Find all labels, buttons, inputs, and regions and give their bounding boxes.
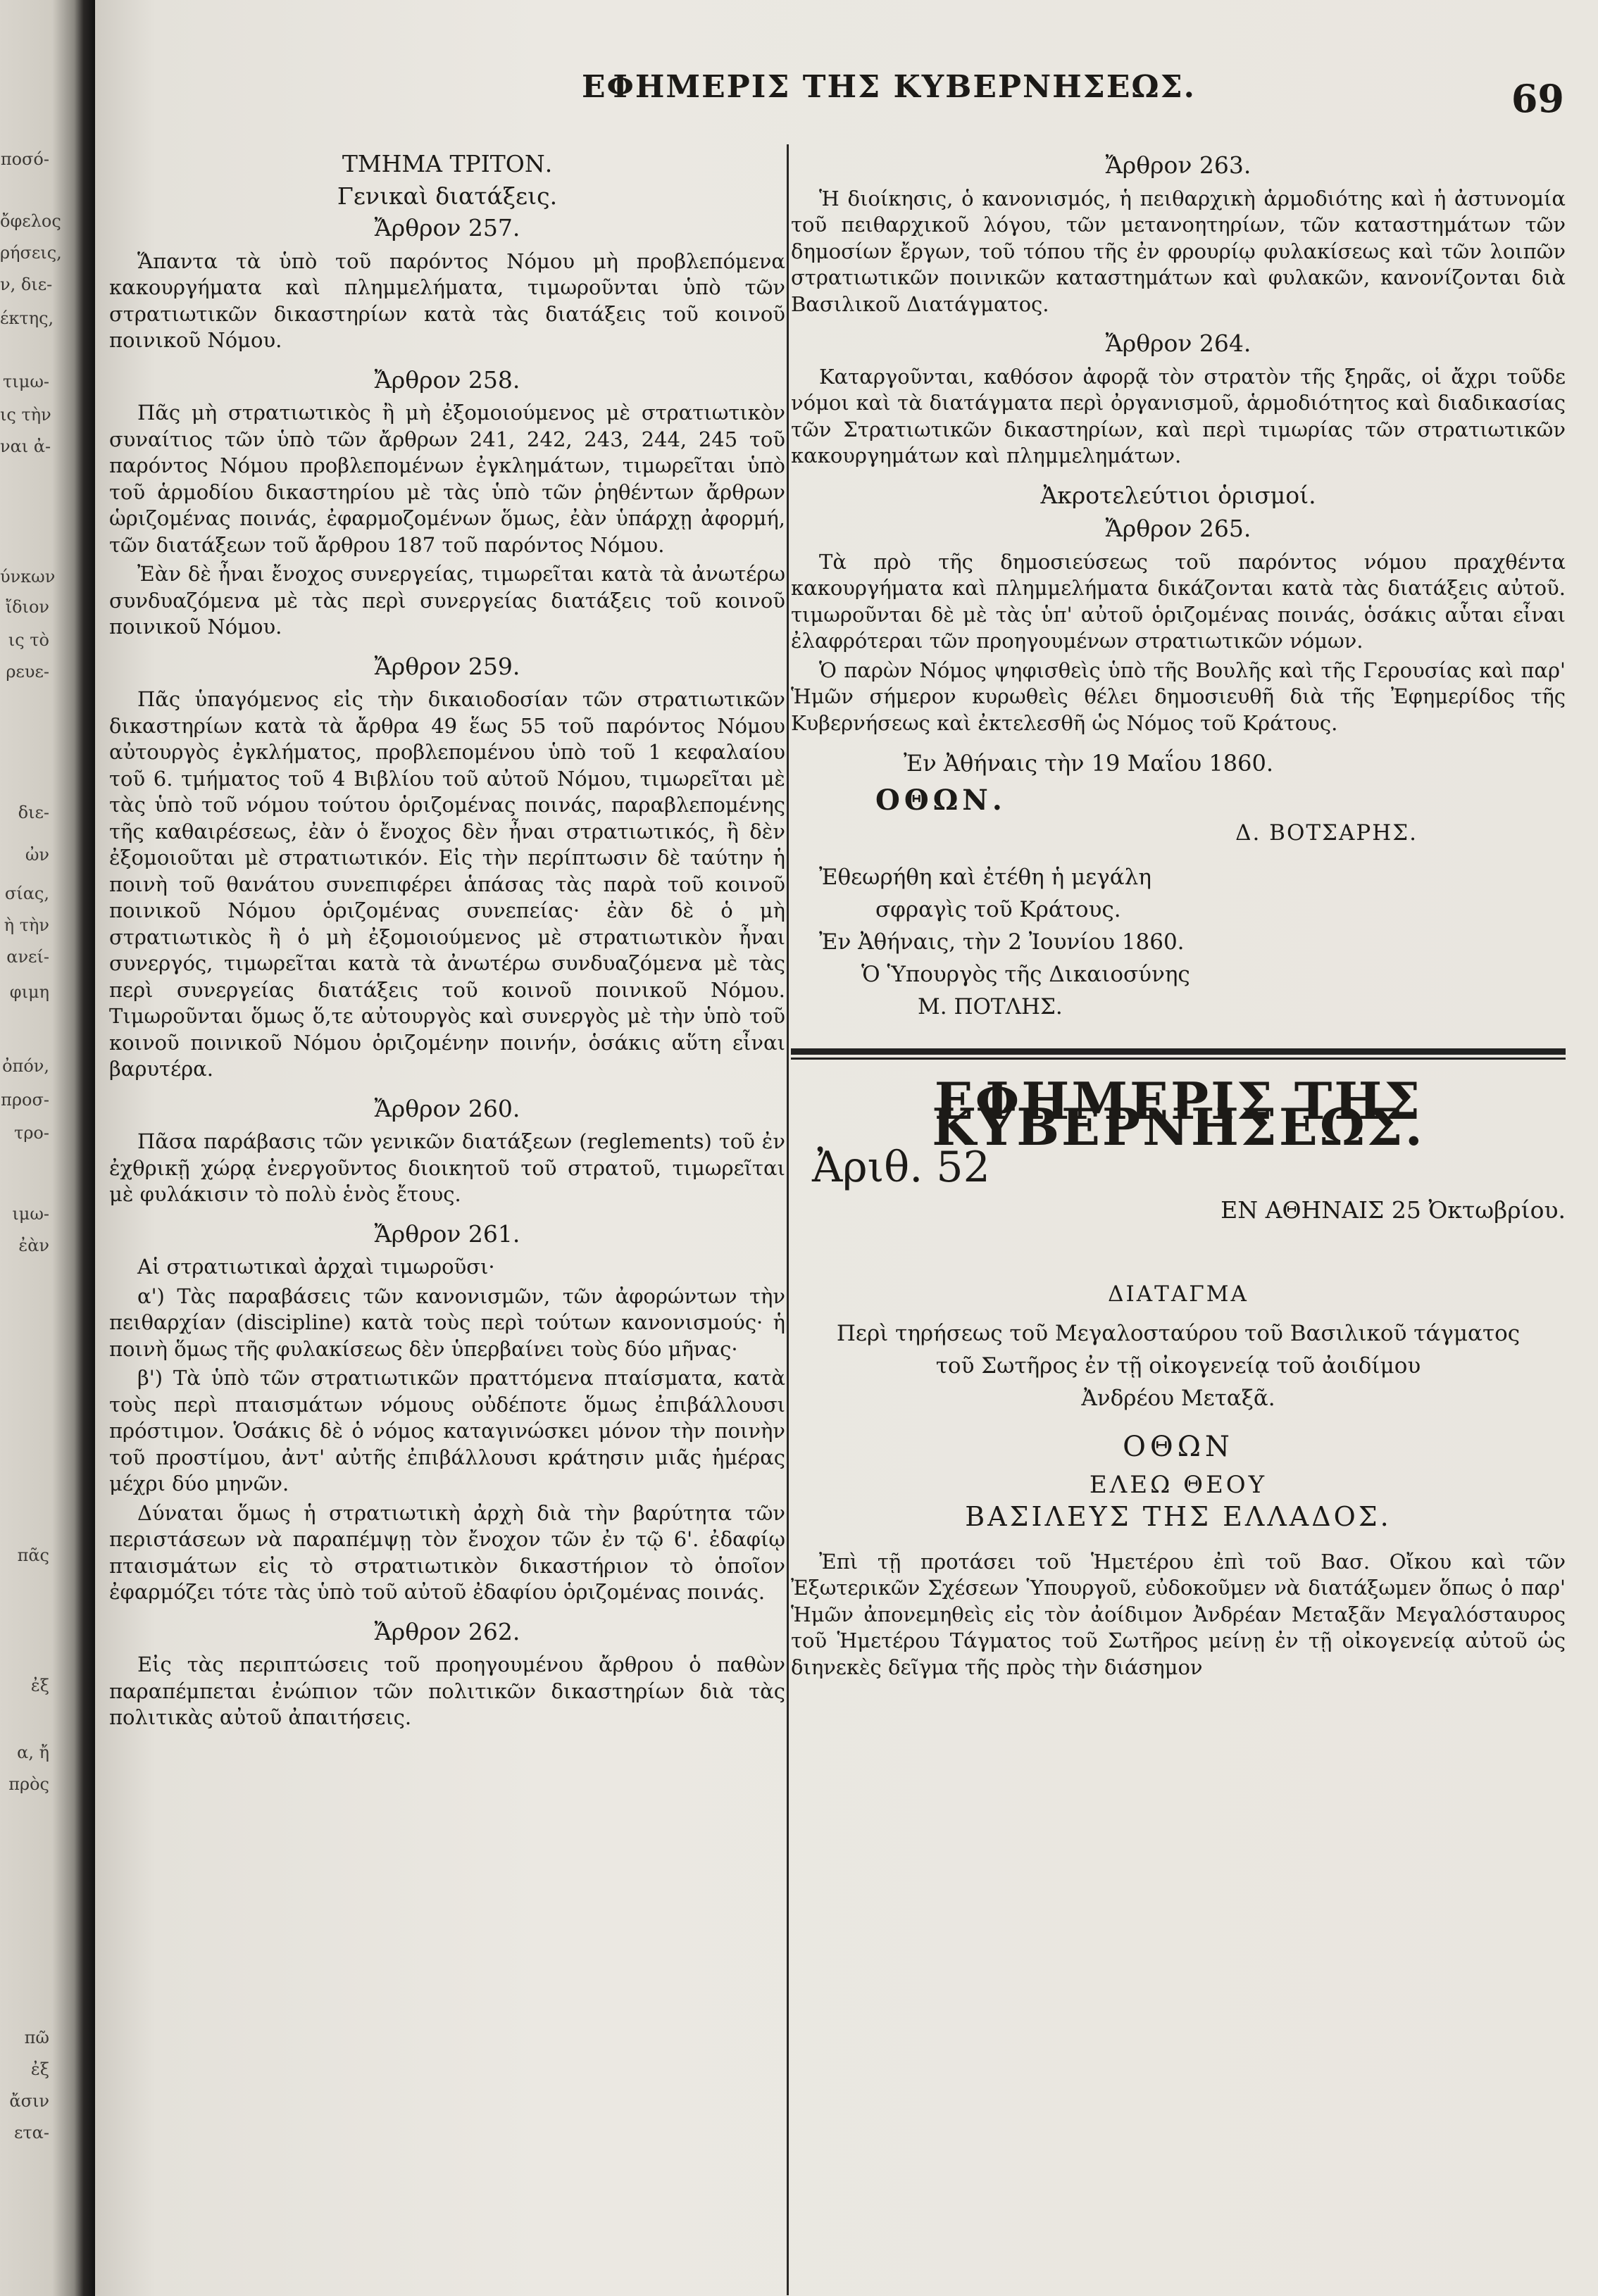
gutter-fragment: ανεί- (6, 947, 49, 967)
article-259-text: Πᾶς ὑπαγόμενος εἰς τὴν δικαιοδοσίαν τῶν στρατιωτικῶν δικαστηρίων κατὰ τὰ ἄρθρα 49 ἕως 55 τοῦ παρόντος Νόμου αὐτουργὸς ἐγκλήματος, προβλεπομένου ὑπὸ τοῦ 1 κεφαλαίου τοῦ 6. τμήματος τοῦ 4 Βιβλίου τοῦ αὐτοῦ Νόμου, τιμωρεῖται μὲ τὰς ὑπὸ τοῦ νόμου τούτου ὁριζομένας ποινάς, παραβλεπομένης τῆς καθαιρέσεως, ἐὰν ὁ ἔνοχος δὲν ἦναι στρατιωτικός, ἢ δὲν ἐξομοιοῦται μὲ στρατιωτικόν. Εἰς τὴν περίπτωσιν δὲ ταύτην ἡ ποινὴ τοῦ θανάτου συνεπιφέρει ἁπάσας τὰς παρὰ τοῦ κοινοῦ ποινικοῦ Νόμου ὁριζομένας συνεπείας· ἐὰν δὲ ὁ μὴ στρατιωτικὸς ἢ ὁ μὴ ἐξομοιούμενος μὲ στρατιωτικὸν ἦναι συνεργός, τιμωρεῖται κατὰ τὰ ἀνωτέρω συνδυαζόμενα μὲ τὰς περὶ συνεργείας διατάξεις τοῦ κοινοῦ ποινικοῦ Νόμου. Τιμωροῦνται ὅμως ὅ,τε αὐτουργὸς καὶ συνεργὸς μὲ τὴν ὑπὸ τοῦ κοινοῦ ποινικοῦ Νόμου ὁριζομένην ποινήν, ὁσάκις αὕτη εἶναι βαρυτέρα. (109, 687, 785, 1081)
gutter-fragment: ιμω- (12, 1204, 49, 1224)
gutter-fragment: ρευε- (6, 662, 49, 682)
article-257-title: Ἄρθρον 257. (374, 214, 520, 241)
gutter-fragment: ις τὴν (0, 405, 51, 425)
article-265-text: Τὰ πρὸ τῆς δημοσιεύσεως τοῦ παρόντος νόμου πραχθέντα κακουργήματα καὶ πλημμελήματα δικάζονται κατὰ τὰς διατάξεις αὐτοῦ. τιμωροῦνται δὲ μὲ τὰς ὑπ' αὐτοῦ ὁριζομένας ποινάς, ὁσάκις αὗται εἶναι ἐλαφρότεραι τῶν προηγουμένων στρατιωτικῶν νόμων. (791, 549, 1566, 653)
gutter-fragment: ὠν (25, 845, 49, 865)
enactment-date: Ἐν Ἀθήναις τὴν 19 Μαΐου 1860. (904, 750, 1273, 777)
gutter-fragment: ὄφελος (0, 211, 61, 231)
section-rule (791, 1048, 1566, 1055)
page-number: 69 (1511, 76, 1564, 121)
king-title: ΒΑΣΙΛΕΥΣ ΤΗΣ ΕΛΛΑΔΟΣ. (965, 1501, 1392, 1532)
final-provisions-heading: Ἀκροτελεύτιοι ὁρισμοί. (1040, 481, 1316, 509)
gutter-fragment: διε- (18, 803, 49, 822)
decree-subject: τοῦ Σωτῆρος ἐν τῇ οἰκογενείᾳ τοῦ ἀοιδίμου (935, 1353, 1421, 1379)
article-264-title: Ἄρθρον 264. (1105, 330, 1251, 357)
article-264-text: Καταργοῦνται, καθόσον ἀφορᾷ τὸν στρατὸν τῆς ξηρᾶς, οἱ ἄχρι τοῦδε νόμοι καὶ τὰ διατάγματα περὶ ὀργανισμοῦ, ἁρμοδιότητος καὶ διαδικασίας τῶν Στρατιωτικῶν δικαστηρίων, καὶ περὶ τιμωρίας τῶν στρατιωτικῶν κακουργημάτων καὶ πλημμελημάτων. (791, 364, 1566, 468)
article-262-text: Εἰς τὰς περιπτώσεις τοῦ προηγουμένου ἄρθρου ὁ παθὼν παραπέμπεται ἐνώπιον τῶν πολιτικῶν δικαστηρίων διὰ τὰς πολιτικὰς αὐτοῦ ἀπαιτήσεις. (109, 1652, 785, 1729)
gutter-fragment: τιμω- (3, 372, 49, 391)
decree-subject: Περὶ τηρήσεως τοῦ Μεγαλοσταύρου τοῦ Βασιλικοῦ τάγματος (836, 1321, 1521, 1346)
gutter-fragment: ἐξ (30, 1676, 49, 1695)
gutter-fragment: α, ἤ (17, 1743, 49, 1762)
gutter-fragment: ις τὸ (8, 630, 49, 650)
gutter-fragment: ν, διε- (0, 275, 53, 294)
seal-line: Ὁ Ὑπουργὸς τῆς Δικαιοσύνης (861, 961, 1190, 987)
seal-line: Μ. ΠΟΤΛΗΣ. (918, 993, 1063, 1020)
gutter-fragment: έκτης, (0, 308, 54, 328)
gutter-fragment: ποσό- (0, 149, 49, 169)
right-column (791, 148, 1566, 1683)
gutter-fragment: ἐξ (30, 2059, 49, 2079)
article-261-clause: Δύναται ὅμως ἡ στρατιωτικὴ ἀρχὴ διὰ τὴν βαρύτητα τῶν περιστάσεων νὰ παραπέμψῃ τὸν ἔνοχον τῶν ἐν τῷ 6'. ἐδαφίῳ πταισμάτων εἰς τὸ στρατιωτικὸν δικαστήριον τὸ ὁποῖον ἐφαρμόζει τότε τὰς ὑπὸ τοῦ αὐτοῦ ἐδαφίου ὁριζομένας ποινάς. (109, 1500, 785, 1604)
gutter-fragment: πρὸς (8, 1774, 49, 1794)
article-265-title: Ἄρθρον 265. (1105, 515, 1251, 542)
running-head: ΕΦΗΜΕΡΙΣ ΤΗΣ ΚΥΒΕΡΝΗΣΕΩΣ. (581, 69, 1196, 105)
gutter-fragment: φιμη (9, 982, 49, 1002)
issue-place-date: ΕΝ ΑΘΗΝΑΙΣ 25 Ὀκτωβρίου. (1221, 1196, 1566, 1224)
article-262-title: Ἄρθρον 262. (374, 1617, 520, 1645)
seal-line: Ἐν Ἀθήναις, τὴν 2 Ἰουνίου 1860. (819, 929, 1185, 955)
gutter-fragment: ἐὰν (18, 1236, 49, 1255)
seal-line: σφραγὶς τοῦ Κράτους. (875, 896, 1121, 922)
article-260-text: Πᾶσα παράβασις τῶν γενικῶν διατάξεων (reglements) τοῦ ἐν ἐχθρικῇ χώρᾳ ἐνεργοῦντος διοικητοῦ τοῦ στρατοῦ, τιμωρεῖται μὲ φυλάκισιν τὸ πολὺ ἑνὸς ἔτους. (109, 1129, 785, 1206)
article-258-title: Ἄρθρον 258. (374, 365, 520, 394)
gutter-fragment: ὀπόν, (2, 1056, 49, 1076)
article-258-paragraph: Ἐὰν δὲ ἦναι ἔνοχος συνεργείας, τιμωρεῖται κατὰ τὰ ἀνωτέρω συνδυαζόμενα μὲ τὰς περὶ συνεργείας διατάξεις τοῦ κοινοῦ ποινικοῦ Νόμου. (109, 562, 785, 639)
gutter-fragment: ἄσιν (9, 2091, 49, 2111)
issue-row (791, 1142, 1566, 1239)
gutter-fragment: ετα- (13, 2123, 49, 2143)
article-258-paragraph: Πᾶς μὴ στρατιωτικὸς ἢ μὴ ἐξομοιούμενος μὲ στρατιωτικὸν συναίτιος τῶν ὑπὸ τῶν ἄρθρων 241, 242, 243, 244, 245 τοῦ παρόντος Νόμου προβλεπομένων ἐγκλημάτων, τιμωρεῖται ὑπὸ τοῦ ἁρμοδίου δικαστηρίου μὲ τὰς ὑπὸ τῶν ῥηθέντων ἄρθρων ὡριζομένας ποινάς, ἐφαρμοζομένων ὅμως, ἐὰν ὑπάρχῃ ἀφορμή, τῶν διατάξεων τοῦ ἄρθρου 187 τοῦ παρόντος Νόμου. (109, 401, 785, 557)
king-signature: ΟΘΩΝ. (875, 783, 1006, 817)
gutter-fragment: πᾶς (17, 1545, 49, 1565)
section-rule (791, 1058, 1566, 1060)
masthead-title: ΕΦΗΜΕΡΙΣ ΤΗΣ ΚΥΒΕΡΝΗΣΕΩΣ. (932, 1070, 1425, 1157)
gutter-fragment: τρο- (14, 1123, 49, 1143)
column-divider (787, 144, 789, 2295)
seal-attestation (819, 861, 1566, 1023)
decree-title: ΔΙΑΤΑΓΜΑ (1108, 1281, 1249, 1307)
by-grace-of-god: ΕΛΕΩ ΘΕΟΥ (1089, 1470, 1268, 1499)
issue-number: Ἀριθ. 52 (812, 1142, 990, 1192)
minister-signature: Δ. ΒΟΤΣΑΡΗΣ. (1235, 820, 1418, 846)
article-260-title: Ἄρθρον 260. (374, 1094, 520, 1122)
section-heading: ΤΜΗΜΑ ΤΡΙΤΟΝ. (342, 150, 553, 177)
article-261-clause: α') Τὰς παραβάσεις τῶν κανονισμῶν, τῶν ἀφορώντων τὴν πειθαρχίαν (discipline) κατὰ τοὺς περὶ τούτων κανονισμούς· ἡ ποινὴ ὅμως τῆς φυλακίσεως δὲν ὑπερβαίνει τοὺς δύο μῆνας· (109, 1284, 785, 1361)
gutter-fragment: σίας, (4, 884, 49, 903)
article-259-title: Ἄρθρον 259. (374, 652, 520, 680)
gutter-fragment: ρήσεις, (0, 243, 62, 263)
article-261-clause: β') Τὰ ὑπὸ τῶν στρατιωτικῶν πραττόμενα πταίσματα, κατὰ τοὺς περὶ πταισμάτων νόμους οὐδέποτε ὅμως ἐπιβάλλουσι πρόστιμον. Ὁσάκις δὲ ὁ νόμος καταγινώσκει μόνον τὴν ποινὴν τοῦ προστίμου, ἀντ' αὐτῆς ἐπιβάλλουσι κράτησιν μιᾶς ἡμέρας μέχρι δύο μηνῶν. (109, 1366, 785, 1495)
gutter-fragment: πῶ (24, 2028, 49, 2047)
decree-subject: Ἀνδρέου Μεταξᾶ. (1081, 1386, 1275, 1411)
article-261-intro: Αἱ στρατιωτικαὶ ἀρχαὶ τιμωροῦσι· (137, 1255, 495, 1279)
king-name: ΟΘΩΝ (1123, 1431, 1234, 1463)
article-263-title: Ἄρθρον 263. (1105, 151, 1251, 179)
gutter-fragment: προσ- (1, 1090, 49, 1110)
gutter-fragment: ύνκων (0, 567, 56, 586)
article-257-text: Ἅπαντα τὰ ὑπὸ τοῦ παρόντος Νόμου μὴ προβλεπόμενα κακουργήματα καὶ πλημμελήματα, τιμωροῦνται ὑπὸ τῶν στρατιωτικῶν δικαστηρίων κατὰ τὰς διατάξεις τοῦ κοινοῦ ποινικοῦ Νόμου. (109, 249, 785, 352)
page-gutter (0, 0, 95, 2296)
gutter-fragment: ὴ τὴν (4, 915, 49, 935)
gutter-fragment: ναι ἀ- (0, 437, 51, 456)
gutter-fragment: ἴδιον (5, 597, 49, 617)
subsection-heading: Γενικαὶ διατάξεις. (337, 182, 558, 210)
article-261-title: Ἄρθρον 261. (374, 1219, 520, 1248)
seal-line: Ἐθεωρήθη καὶ ἐτέθη ἡ μεγάλη (819, 864, 1151, 890)
decree-text: Ἐπὶ τῇ προτάσει τοῦ Ἡμετέρου ἐπὶ τοῦ Βασ. Οἴκου καὶ τῶν Ἐξωτερικῶν Σχέσεων Ὑπουργοῦ, εὐδοκοῦμεν νὰ διατάξωμεν ὅπως ὁ παρ' Ἡμῶν ἀπονεμηθεὶς εἰς τὸν ἀοίδιμον Ἀνδρέαν Μεταξᾶν Μεγαλόσταυρος τοῦ Ἡμετέρου Τάγματος τοῦ Σωτῆρος μείνῃ ἐν τῇ οἰκογενείᾳ αὐτοῦ ὡς διηνεκὲς δεῖγμα τῆς πρὸς τὴν διάσημον (791, 1549, 1566, 1679)
newspaper-page (95, 0, 1598, 2296)
article-263-text: Ἡ διοίκησις, ὁ κανονισμός, ἡ πειθαρχικὴ ἁρμοδιότης καὶ ἡ ἀστυνομία τοῦ πειθαρχικοῦ λόγου, τῶν μετανοητηρίων, τῶν καταστημάτων τῶν δημοσίων ἔργων, τοῦ τόπου τῆς ἐν φρουρίῳ φυλακίσεως καὶ τῶν λοιπῶν στρατιωτικῶν ποινικῶν καταστημάτων καὶ φυλακῶν, κανονίζονται διὰ Βασιλικοῦ Διατάγματος. (791, 186, 1566, 316)
left-column (109, 148, 785, 1734)
enactment-clause: Ὁ παρὼν Νόμος ψηφισθεὶς ὑπὸ τῆς Βουλῆς καὶ τῆς Γερουσίας καὶ παρ' Ἡμῶν σήμερον κυρωθεὶς θέλει δημοσιευθῆ διὰ τῆς Ἐφημερίδος τῆς Κυβερνήσεως καὶ ἐκτελεσθῆ ὡς Νόμος τοῦ Κράτους. (791, 658, 1566, 735)
